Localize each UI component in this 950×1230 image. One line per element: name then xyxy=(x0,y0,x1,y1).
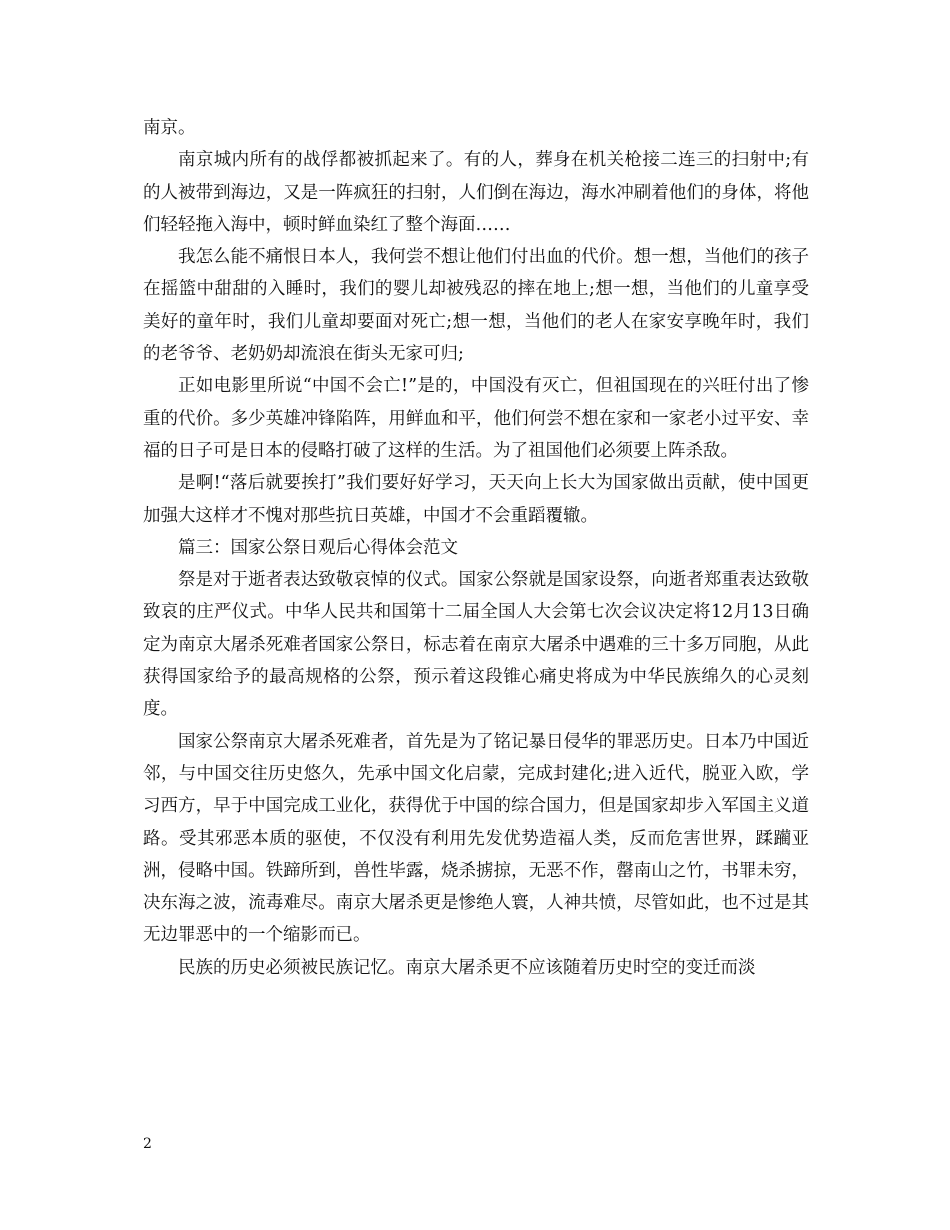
paragraph-4: 正如电影里所说“中国不会亡!”是的，中国没有灭亡，但祖国现在的兴旺付出了惨重的代价。多少英雄冲锋陷阵，用鲜血和平，他们何尝不想在家和一家老小过平安、幸福的日子可是日本的侵略打破了这样的生活。为了祖国他们必须要上阵杀敌。 xyxy=(143,376,809,461)
section-heading: 篇三：国家公祭日观后心得体会范文 xyxy=(178,537,458,558)
page-number: 2 xyxy=(143,1136,152,1152)
paragraph-7: 祭是对于逝者表达致敬哀悼的仪式。国家公祭就是国家设祭，向逝者郑重表达致敬致哀的庄严仪式。中华人民共和国第十二届全国人大会第七次会议决定将12月13日确定为南京大屠杀死难者国家公祭日，标志着在南京大屠杀中遇难的三十多万同胞，从此获得国家给予的最高规格的公祭，预示着这段锥心痛史将成为中华民族绵久的心灵刻度。 xyxy=(143,570,809,720)
paragraph-8: 国家公祭南京大屠杀死难者，首先是为了铭记暴日侵华的罪恶历史。日本乃中国近邻，与中国交往历史悠久，先承中国文化启蒙，完成封建化;进入近代，脱亚入欧，学习西方，早于中国完成工业化，获得优于中国的综合国力，但是国家却步入军国主义道路。受其邪恶本质的驱使，不仅没有利用先发优势造福人类，反而危害世界，蹂躏亚洲，侵略中国。铁蹄所到，兽性毕露，烧杀掳掠，无恶不作，罄南山之竹，书罪未穷，决东海之波，流毒难尽。南京大屠杀更是惨绝人寰，人神共愤，尽管如此，也不过是其无边罪恶中的一个缩影而已。 xyxy=(143,731,809,946)
document-body xyxy=(143,112,809,984)
paragraph-5: 是啊!“落后就要挨打”我们要好好学习，天天向上长大为国家做出贡献，使中国更加强大这样才不愧对那些抗日英雄，中国才不会重蹈覆辙。 xyxy=(143,473,809,526)
paragraph-2: 南京城内所有的战俘都被抓起来了。有的人，葬身在机关枪接二连三的扫射中;有的人被带到海边，又是一阵疯狂的扫射，人们倒在海边，海水冲刷着他们的身体，将他们轻轻拖入海中，顿时鲜血染红了整个海面…… xyxy=(143,150,809,235)
paragraph-1: 南京。 xyxy=(143,118,196,138)
paragraph-9: 民族的历史必须被民族记忆。南京大屠杀更不应该随着历史时空的变迁而淡 xyxy=(178,957,756,978)
paragraph-3: 我怎么能不痛恨日本人，我何尝不想让他们付出血的代价。想一想，当他们的孩子在摇篮中甜甜的入睡时，我们的婴儿却被残忍的摔在地上;想一想，当他们的儿童享受美好的童年时，我们儿童却要面对死亡;想一想，当他们的老人在家安享晚年时，我们的老爷爷、老奶奶却流浪在街头无家可归; xyxy=(143,247,809,365)
